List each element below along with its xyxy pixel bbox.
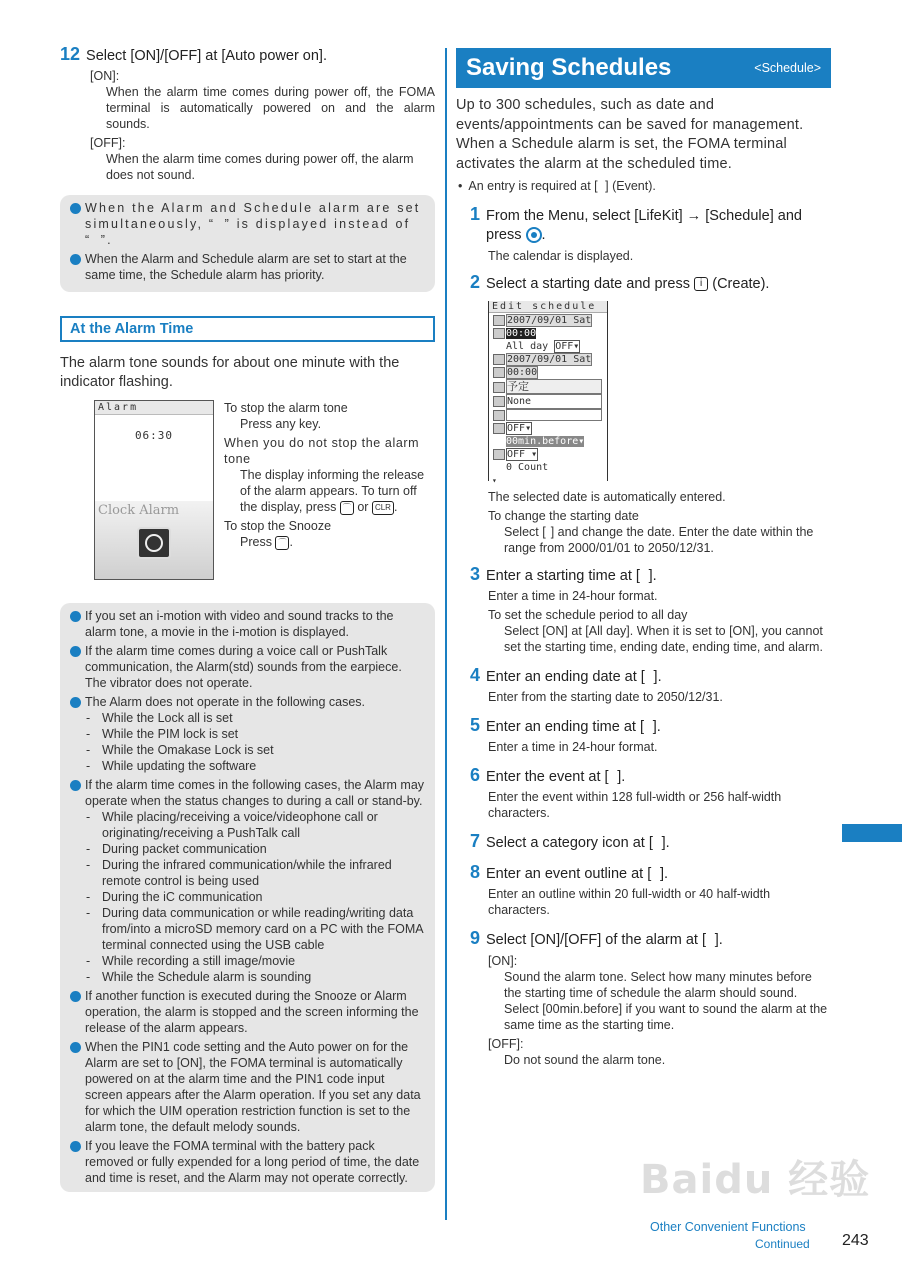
step-5-sub: Enter a time in 24-hour format. bbox=[488, 740, 658, 754]
clr-key-icon: CLR bbox=[372, 501, 394, 515]
required-entry-bullet: • An entry is required at [ ] (Event). bbox=[458, 179, 656, 193]
repeat-icon bbox=[493, 449, 505, 460]
step-title: Select [ON]/[OFF] at [Auto power on]. bbox=[86, 48, 327, 64]
step-7: 7 Select a category icon at [ ]. bbox=[470, 831, 670, 851]
end-date-field[interactable]: 2007/09/01 Sat bbox=[507, 354, 592, 365]
list-item: - While the Schedule alarm is sounding bbox=[86, 970, 312, 984]
edit-screen-title: Edit schedule bbox=[489, 301, 607, 313]
page-subtitle: <Schedule> bbox=[754, 61, 821, 75]
step-5: 5 Enter an ending time at [ ]. bbox=[470, 715, 661, 735]
step-number: 12 bbox=[60, 44, 81, 64]
menu-key-icon: i bbox=[694, 277, 708, 291]
center-key-icon bbox=[526, 227, 542, 243]
category-field[interactable]: None bbox=[506, 394, 602, 409]
not-stop-title: When you do not stop the alarm tone bbox=[224, 436, 420, 466]
bullet-icon bbox=[70, 697, 81, 708]
step-3-sub: Enter a time in 24-hour format. bbox=[488, 589, 658, 603]
alarm-bell-icon bbox=[493, 423, 505, 434]
count-field[interactable]: 0 Count bbox=[506, 462, 549, 473]
note-item: If the alarm time comes in the following cases, the Alarm may operate when the status changes to during a call or stand-by. bbox=[70, 777, 425, 809]
clock-icon bbox=[137, 527, 171, 559]
bullet-icon bbox=[70, 611, 81, 622]
bullet-icon bbox=[70, 646, 81, 657]
step-12 bbox=[60, 44, 435, 65]
page-number: 243 bbox=[842, 1232, 869, 1249]
step-4-sub: Enter from the starting date to 2050/12/31. bbox=[488, 690, 723, 704]
step-1-sub: The calendar is displayed. bbox=[488, 249, 634, 263]
note-box-2 bbox=[60, 603, 435, 1192]
list-item: - While the Lock all is set bbox=[86, 711, 233, 725]
step-6-sub: Enter the event within 128 full-width or 256 half-width characters. bbox=[488, 790, 782, 820]
note-item: If you set an i-motion with video and sound tracks to the alarm tone, a movie in the i-motion is displayed. bbox=[70, 608, 425, 640]
right-column bbox=[456, 48, 831, 1068]
allday-title: To set the schedule period to all day bbox=[488, 608, 688, 622]
note-item: When the Alarm and Schedule alarm are set to start at the same time, the Schedule alarm has priority. bbox=[70, 251, 425, 283]
edit-schedule-screen: Edit schedule 2007/09/01 Sat 00:00 All day OFF▾ 2007/09/01 Sat 00:00 予定 None OFF▾ 00min.before▾ OFF ▾ 0 Count ▾ bbox=[488, 301, 608, 481]
note-item: If you leave the FOMA terminal with the battery pack removed or fully expended for a long period of time, the date and time is reset, and the Alarm may not operate correctly. bbox=[70, 1138, 425, 1186]
event-icon bbox=[493, 382, 505, 393]
step-8-sub: Enter an outline within 20 full-width or 40 half-width characters. bbox=[488, 887, 771, 917]
not-stop-text: The display informing the release of the alarm appears. To turn off the display, press ⌒ or CLR . bbox=[240, 468, 425, 514]
list-item: - During data communication or while reading/writing data from/into a microSD memory card on a PC with the FOMA terminal connected using the USB cable bbox=[86, 906, 423, 952]
stop-snooze-text: Press ⌒ . bbox=[240, 535, 293, 549]
bullet-icon bbox=[70, 1141, 81, 1152]
screen-title: Alarm bbox=[95, 401, 213, 415]
alarm-off-label: [OFF]: bbox=[488, 1037, 524, 1051]
page-title: Saving Schedules bbox=[466, 54, 672, 81]
off-description: When the alarm time comes during power off, the alarm does not sound. bbox=[106, 152, 414, 182]
stop-tone-title: To stop the alarm tone bbox=[224, 401, 348, 415]
footer-continued: Continued bbox=[755, 1237, 810, 1251]
bullet-icon bbox=[70, 991, 81, 1002]
list-item: - While updating the software bbox=[86, 759, 257, 773]
watermark: Baidu 经验 bbox=[640, 1157, 871, 1203]
on-label: [ON]: bbox=[90, 69, 120, 83]
alarm-on-label: [ON]: bbox=[488, 954, 518, 968]
alarm-select[interactable]: OFF▾ bbox=[507, 423, 532, 434]
alarm-screen bbox=[94, 400, 214, 580]
note-item: If another function is executed during the Snooze or Alarm operation, the alarm is stopped and the screen informing the release of the alarm appears. bbox=[70, 988, 425, 1036]
start-date-icon bbox=[493, 315, 505, 326]
alarm-before-select[interactable]: 00min.before▾ bbox=[506, 436, 585, 447]
category-icon bbox=[493, 396, 505, 407]
list-item: - While the PIM lock is set bbox=[86, 727, 239, 741]
section-header bbox=[456, 48, 831, 88]
bullet-icon bbox=[70, 203, 81, 214]
stop-snooze-title: To stop the Snooze bbox=[224, 519, 332, 533]
list-item: - During packet communication bbox=[86, 842, 267, 856]
allday-text: Select [ON] at [All day]. When it is set to [ON], you cannot set the starting time, ending date, ending time, and alarm. bbox=[504, 624, 823, 654]
end-date-icon bbox=[493, 354, 505, 365]
step-1: 1 From the Menu, select [LifeKit] → [Schedule] and press . bbox=[470, 204, 802, 243]
list-item: - While recording a still image/movie bbox=[86, 954, 296, 968]
step-4: 4 Enter an ending date at [ ]. bbox=[470, 665, 662, 685]
on-description: When the alarm time comes during power off, the FOMA terminal is automatically powered on and the alarm sounds. bbox=[106, 85, 435, 131]
footer-section: Other Convenient Functions bbox=[650, 1220, 806, 1234]
clock-alarm-label: Clock Alarm bbox=[98, 503, 180, 518]
step-3: 3 Enter a starting time at [ ]. bbox=[470, 564, 657, 584]
list-item: - While placing/receiving a voice/videophone call or originating/receiving a PushTalk call bbox=[86, 810, 378, 840]
outline-field[interactable] bbox=[506, 409, 602, 421]
off-label: [OFF]: bbox=[90, 136, 126, 150]
chapter-side-tab bbox=[842, 824, 902, 842]
outline-icon bbox=[493, 410, 505, 421]
list-item: - During the iC communication bbox=[86, 890, 263, 904]
step-8: 8 Enter an event outline at [ ]. bbox=[470, 862, 669, 882]
start-date-field[interactable]: 2007/09/01 Sat bbox=[507, 315, 592, 326]
bullet-icon bbox=[70, 254, 81, 265]
bullet-icon bbox=[70, 1042, 81, 1053]
intro-text: Up to 300 schedules, such as date and events/appointments can be saved for management. When a Schedule alarm is set, the FOMA terminal activates the alarm at the scheduled time. bbox=[456, 97, 804, 172]
step-9: 9 Select [ON]/[OFF] of the alarm at [ ]. bbox=[470, 928, 723, 948]
stop-tone-text: Press any key. bbox=[240, 417, 322, 431]
note-box-1 bbox=[60, 195, 435, 292]
allday-select[interactable]: OFF▾ bbox=[555, 341, 580, 352]
step-2-sub: The selected date is automatically entered. bbox=[488, 490, 726, 504]
note-item: When the PIN1 code setting and the Auto power on for the Alarm are set to [ON], the FOMA terminal is automatically powered on at the alarm time and the PIN1 code input screen appears after the Alarm operation. If you set any data for which the UIM operation restriction function is set to the alarm tone, the default melody sounds. bbox=[70, 1039, 425, 1135]
alarm-off-text: Do not sound the alarm tone. bbox=[504, 1053, 666, 1067]
start-time-field[interactable]: 00:00 bbox=[506, 328, 537, 339]
start-time-icon bbox=[493, 328, 505, 339]
step-2: 2 Select a starting date and press i (Create). bbox=[470, 272, 770, 292]
end-key-icon: ⌒ bbox=[340, 501, 354, 515]
column-divider bbox=[445, 48, 447, 1220]
alarm-on-text: Sound the alarm tone. Select how many minutes before the starting time of schedule the alarm should sound. Select [00min.before] if you want to sound the alarm at the same time as the starting time. bbox=[504, 970, 828, 1032]
end-time-icon bbox=[493, 367, 505, 378]
left-column bbox=[60, 44, 435, 1192]
bullet-icon bbox=[70, 780, 81, 791]
change-date-title: To change the starting date bbox=[488, 509, 639, 523]
event-field[interactable]: 予定 bbox=[506, 379, 602, 394]
alarm-time: 06:30 bbox=[134, 429, 174, 442]
section-heading-alarm-time: At the Alarm Time bbox=[60, 316, 435, 342]
step-6: 6 Enter the event at [ ]. bbox=[470, 765, 626, 785]
list-item: - While the Omakase Lock is set bbox=[86, 743, 274, 757]
section-description: The alarm tone sounds for about one minute with the indicator flashing. bbox=[60, 355, 400, 390]
note-item: If the alarm time comes during a voice call or PushTalk communication, the Alarm(std) sounds from the earpiece. The vibrator does not operate. bbox=[70, 643, 425, 691]
note-item: The Alarm does not operate in the following cases. bbox=[70, 694, 425, 710]
note-item: When the Alarm and Schedule alarm are set simultaneously, “ ” is displayed instead of “ ”. bbox=[70, 200, 425, 248]
end-time-field[interactable]: 00:00 bbox=[507, 367, 538, 378]
list-item: - During the infrared communication/while the infrared remote control is being used bbox=[86, 858, 392, 888]
repeat-select[interactable]: OFF ▾ bbox=[507, 449, 538, 460]
end-key-icon: ⌒ bbox=[275, 536, 289, 550]
change-date-text: Select [ ] and change the date. Enter the date within the range from 2000/01/01 to 2050/12/31. bbox=[504, 525, 814, 555]
